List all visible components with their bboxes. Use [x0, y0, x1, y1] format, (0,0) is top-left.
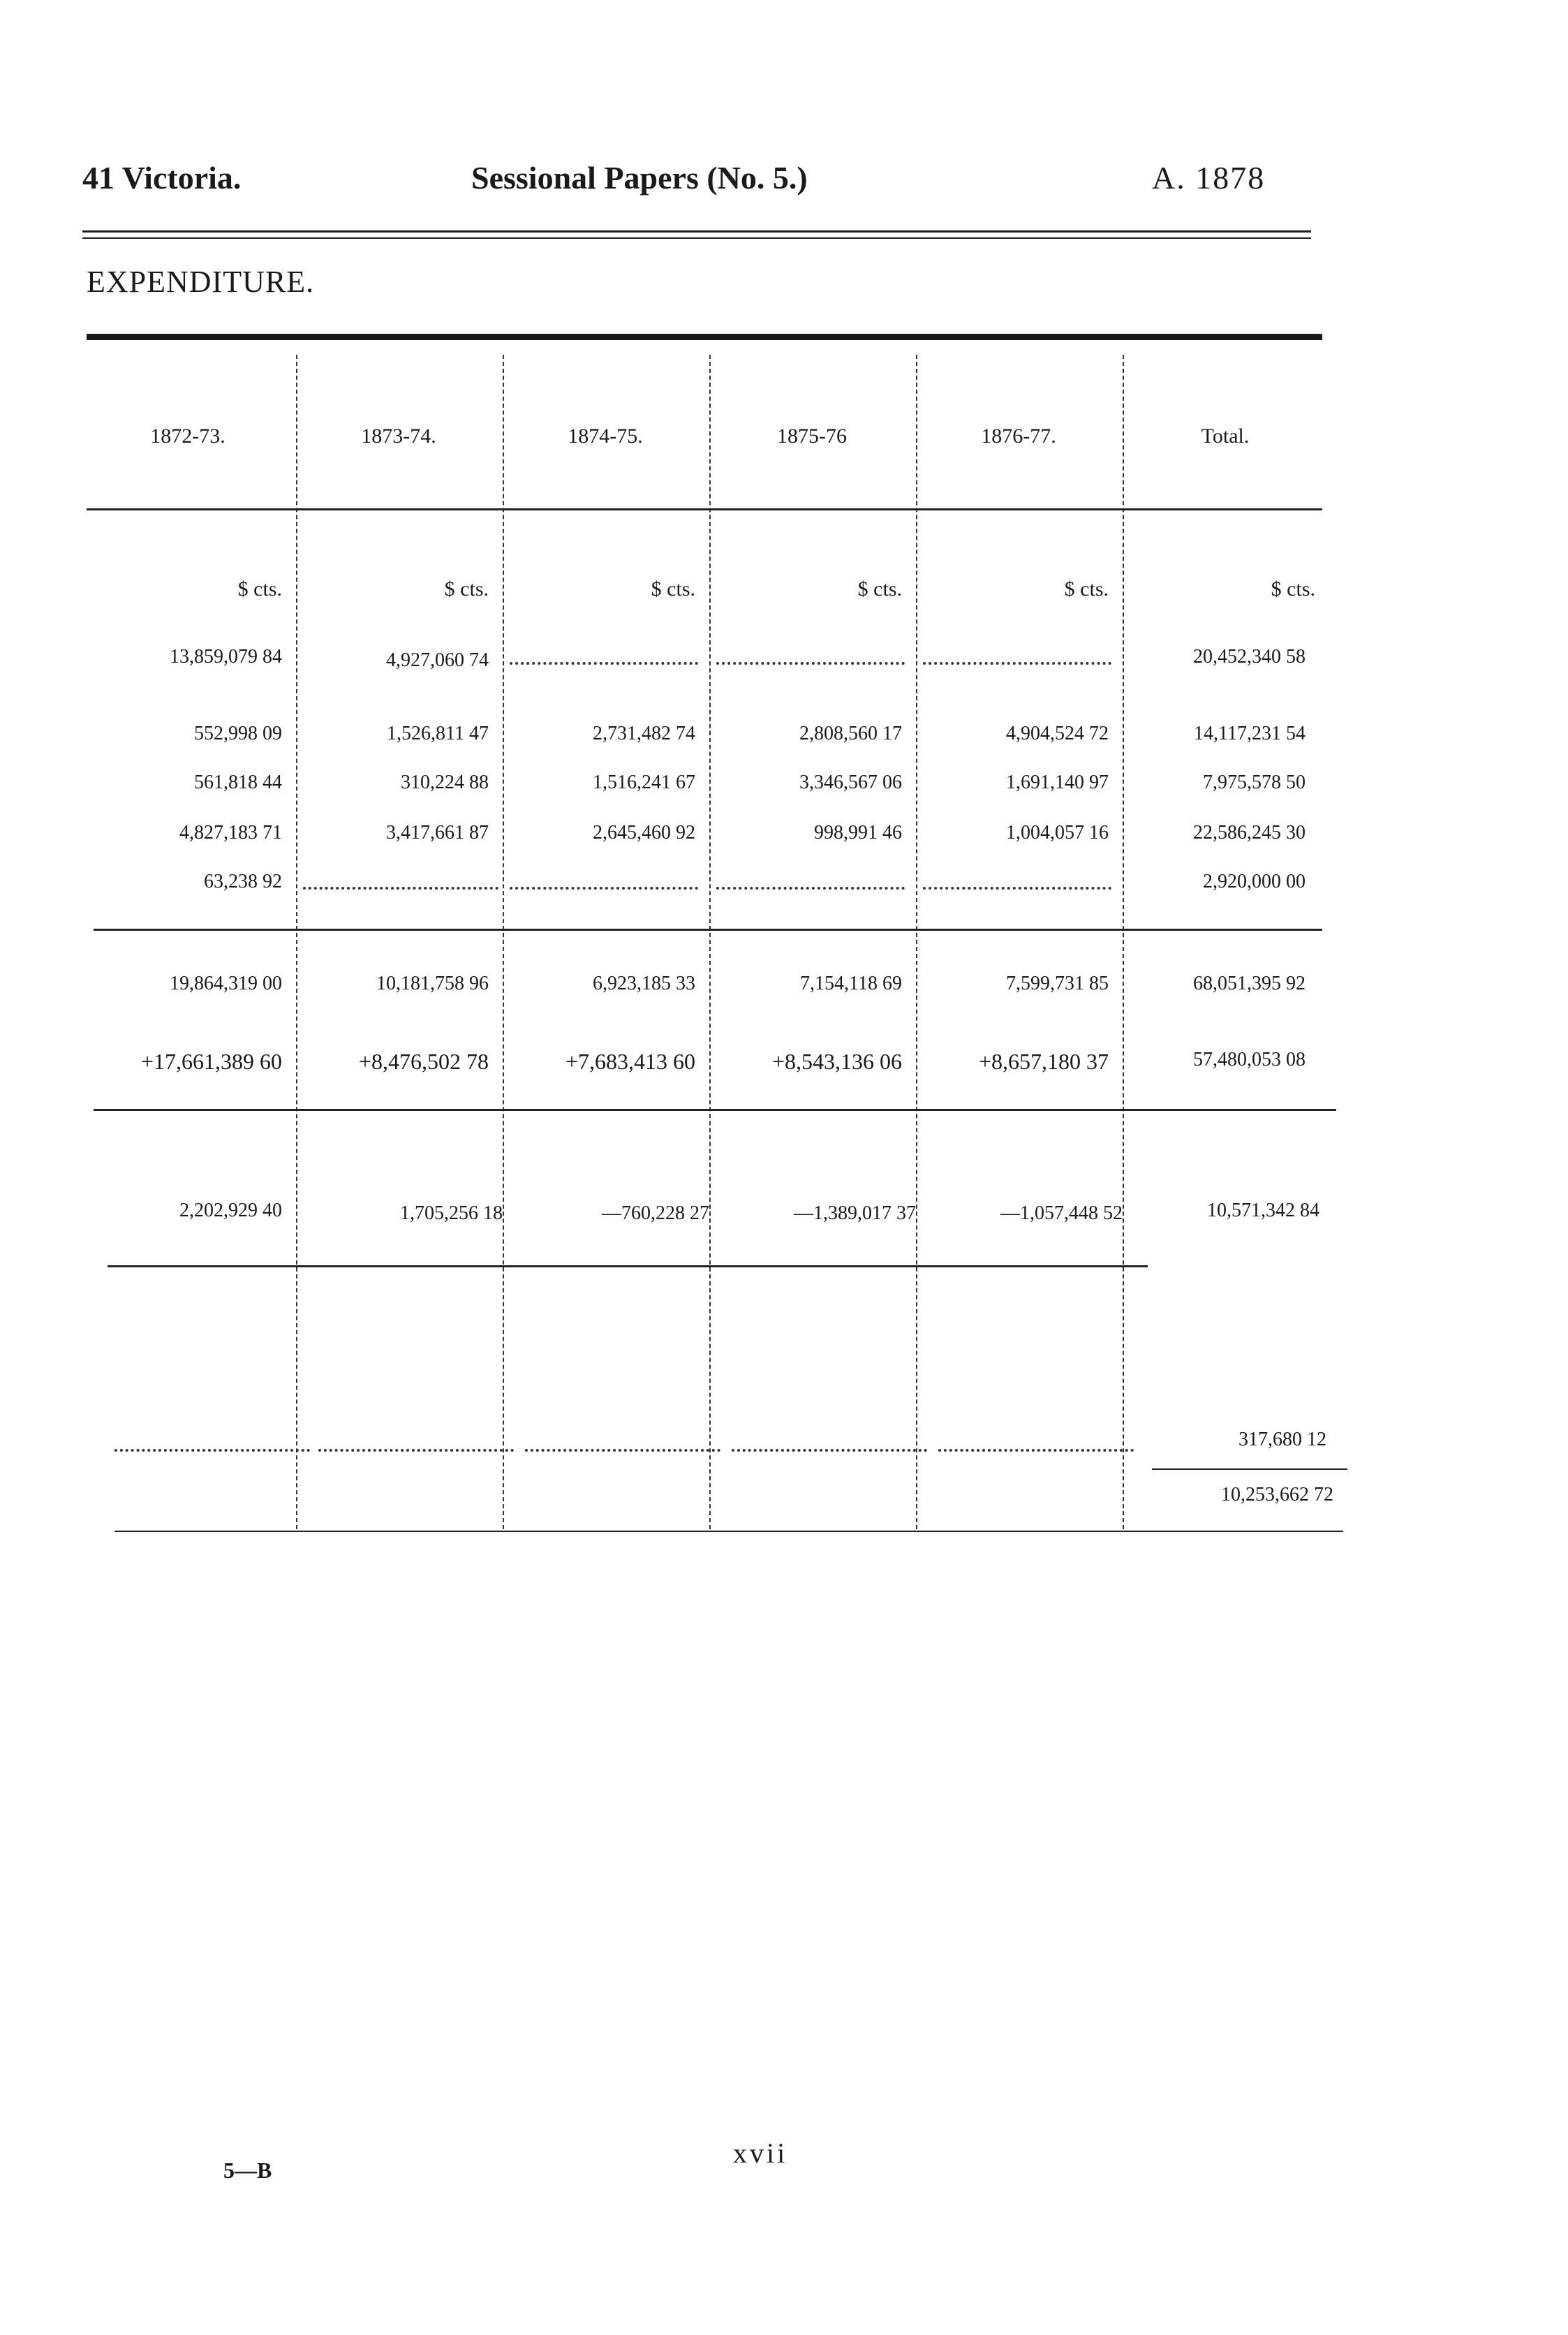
column-divider [916, 355, 917, 1529]
column-header-1873-74: 1873-74. [361, 425, 436, 448]
unit-label: $ cts. [1271, 577, 1315, 601]
table-cell: 7,599,731 85 [1006, 973, 1109, 994]
table-cell: 20,452,340 58 [1193, 646, 1306, 668]
leader-dots [732, 1449, 927, 1452]
table-cell: 2,920,000 00 [1203, 871, 1306, 892]
column-divider [709, 355, 711, 1529]
leader-dots [525, 1449, 720, 1452]
table-cell: +7,683,413 60 [565, 1049, 695, 1074]
table-cell: 6,923,185 33 [593, 973, 695, 994]
table-cell: 14,117,231 54 [1194, 723, 1306, 744]
header-rule-bottom [82, 237, 1311, 239]
table-cell: 57,480,053 08 [1193, 1049, 1306, 1070]
table-cell: 4,827,183 71 [179, 822, 282, 844]
table-cell: 2,645,460 92 [593, 822, 695, 844]
table-cell: 13,859,079 84 [170, 646, 282, 668]
table-top-rule [87, 334, 1322, 340]
table-cell: 63,238 92 [204, 871, 282, 892]
header-rule-top [82, 230, 1311, 233]
table-cell: 1,526,811 47 [387, 723, 489, 744]
table-cell: 1,004,057 16 [1006, 822, 1109, 844]
table-cell: 1,691,140 97 [1006, 772, 1109, 793]
header-title: Sessional Papers (No. 5.) [471, 160, 808, 196]
table-cell: 19,864,319 00 [170, 973, 282, 994]
table-cell: 7,975,578 50 [1203, 772, 1306, 793]
leader-dots [938, 1449, 1134, 1452]
column-header-1874-75: 1874-75. [568, 425, 643, 448]
leader-dots [510, 662, 698, 665]
table-cell: 2,202,929 40 [179, 1200, 282, 1221]
extra-rule [1152, 1468, 1347, 1470]
table-cell: 310,224 88 [401, 772, 489, 793]
column-divider [1123, 355, 1124, 1529]
unit-label: $ cts. [444, 577, 489, 601]
leader-dots [318, 1449, 514, 1452]
header-divider [87, 508, 1322, 510]
table-cell: +17,661,389 60 [140, 1049, 282, 1074]
table-cell: 7,154,118 69 [800, 973, 902, 994]
column-divider [296, 355, 297, 1529]
unit-label: $ cts. [1064, 577, 1109, 601]
unit-label: $ cts. [237, 577, 282, 601]
leader-dots [303, 887, 498, 890]
table-cell: 3,417,661 87 [386, 822, 489, 844]
leader-dots [716, 887, 905, 890]
column-header-1872-73: 1872-73. [150, 425, 225, 448]
table-cell: 552,998 09 [194, 723, 282, 744]
page-number: xvii [733, 2137, 788, 2169]
plus-rule [94, 1109, 1336, 1111]
table-cell: —1,057,448 52 [1000, 1202, 1123, 1224]
table-cell: 10,571,342 84 [1207, 1200, 1319, 1221]
signature-mark: 5—B [223, 2158, 272, 2183]
column-header-total: Total. [1201, 425, 1250, 448]
table-cell: —1,389,017 37 [794, 1202, 916, 1224]
table-cell: 2,731,482 74 [593, 723, 695, 744]
table-cell: +8,476,502 78 [358, 1049, 489, 1074]
unit-label: $ cts. [651, 577, 695, 601]
table-cell: 1,705,256 18 [400, 1202, 503, 1224]
table-cell: 998,991 46 [814, 822, 902, 844]
leader-dots [114, 1449, 310, 1452]
table-cell: +8,657,180 37 [978, 1049, 1109, 1074]
table-cell: 4,904,524 72 [1006, 723, 1109, 744]
table-cell: 317,680 12 [1238, 1429, 1326, 1450]
header-volume: 41 Victoria. [82, 160, 242, 196]
header-session: A. 1878 [1152, 160, 1266, 196]
table-cell: —760,228 27 [602, 1202, 709, 1224]
table-cell: 2,808,560 17 [799, 723, 902, 744]
leader-dots [510, 887, 698, 890]
table-cell: 68,051,395 92 [1193, 973, 1306, 994]
table-cell: 22,586,245 30 [1193, 822, 1306, 844]
column-header-1875-76: 1875-76 [777, 425, 847, 448]
table-cell: 3,346,567 06 [799, 772, 902, 793]
leader-dots [716, 662, 905, 665]
column-header-1876-77: 1876-77. [981, 425, 1056, 448]
diff-rule [108, 1265, 1148, 1267]
unit-label: $ cts. [857, 577, 902, 601]
subtotal-rule [94, 929, 1322, 931]
table-bottom-rule [114, 1531, 1343, 1532]
table-cell: 561,818 44 [194, 772, 282, 793]
table-cell: 10,253,662 72 [1221, 1484, 1333, 1505]
table-cell: 1,516,241 67 [593, 772, 695, 793]
table-cell: +8,543,136 06 [771, 1049, 902, 1074]
table-cell: 4,927,060 74 [386, 649, 489, 671]
section-title: EXPENDITURE. [87, 265, 315, 299]
leader-dots [923, 887, 1111, 890]
leader-dots [923, 662, 1111, 665]
column-divider [503, 355, 504, 1529]
table-cell: 10,181,758 96 [376, 973, 489, 994]
